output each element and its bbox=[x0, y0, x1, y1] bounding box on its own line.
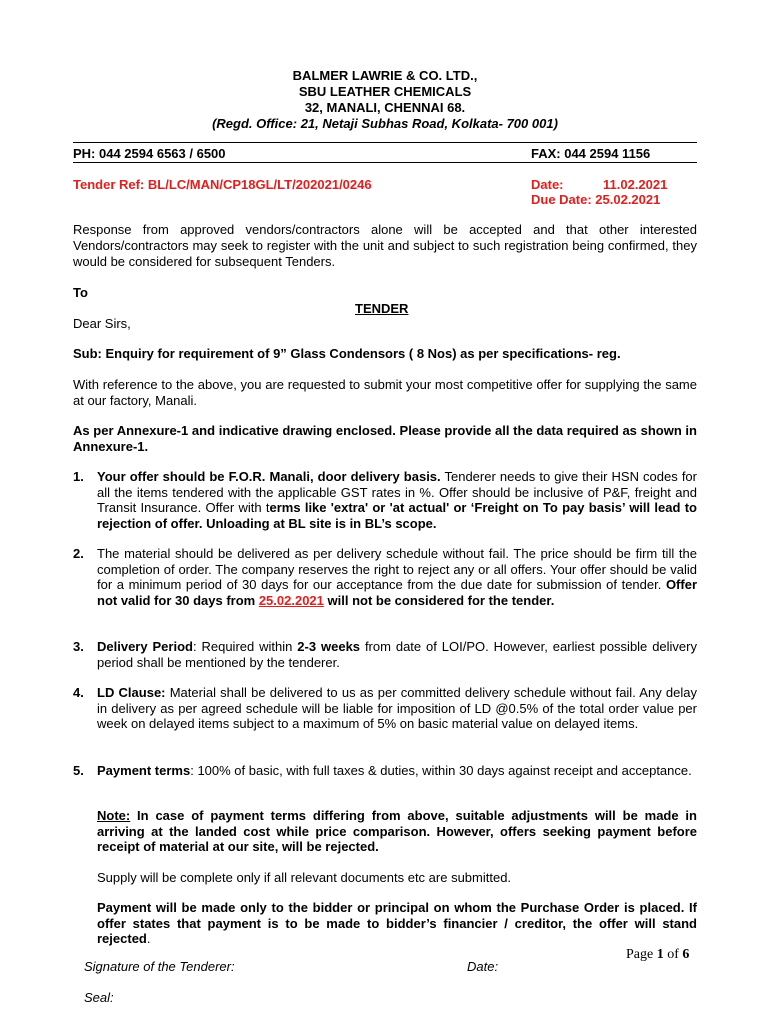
contact-divider bbox=[73, 162, 697, 163]
note-text: In case of payment terms differing from above, suitable adjustments will be made in arriving at the landed cost while price comparison. However, offers seeking payment before receipt of material at our site, will be rejected. bbox=[97, 808, 697, 854]
page-total: 6 bbox=[682, 947, 690, 962]
clause-lead: Payment terms bbox=[97, 763, 191, 778]
clause-lead: LD Clause: bbox=[97, 685, 166, 700]
note-label: Note: bbox=[97, 808, 131, 823]
registered-office: (Regd. Office: 21, Netaji Subhas Road, Kolkata- 700 001) bbox=[212, 116, 558, 131]
clause-number: 2. bbox=[73, 546, 84, 561]
reference-paragraph: With reference to the above, you are requested to submit your most competitive offer for supplying the same at our factory, Manali. bbox=[73, 377, 697, 408]
clause-number: 3. bbox=[73, 639, 84, 654]
tender-reference: Tender Ref: BL/LC/MAN/CP18GL/LT/202021/0246 bbox=[73, 177, 372, 192]
clause-3 bbox=[73, 639, 697, 670]
annexure-note: As per Annexure-1 and indicative drawing enclosed. Please provide all the data required as shown in Annexure-1. bbox=[73, 423, 697, 454]
signature-label: Signature of the Tenderer: bbox=[84, 959, 235, 974]
clause-number: 5. bbox=[73, 763, 84, 778]
fax-number: FAX: 044 2594 1156 bbox=[531, 146, 651, 161]
clause-bold-text: 2-3 weeks bbox=[297, 639, 361, 654]
payment-condition bbox=[97, 900, 697, 947]
division-name: SBU LEATHER CHEMICALS bbox=[298, 84, 472, 99]
subject-line: Sub: Enquiry for requirement of 9” Glass Condensors ( 8 Nos) as per specifications- reg. bbox=[73, 346, 621, 361]
clause-number: 4. bbox=[73, 685, 84, 700]
payment-note bbox=[97, 808, 697, 855]
seal-label: Seal: bbox=[84, 990, 114, 1005]
clause-1 bbox=[73, 469, 697, 531]
clause-4 bbox=[73, 685, 697, 732]
header-divider bbox=[73, 142, 697, 143]
payment-condition-text: Payment will be made only to the bidder or principal on whom the Purchase Order is placed. If offer states that payment is to be made to bidder’s financier / creditor, the offer will stand rejected bbox=[97, 900, 697, 946]
clause-lead: Delivery Period bbox=[97, 639, 193, 654]
intro-paragraph: Response from approved vendors/contractors alone will be accepted and that other interested Vendors/contractors may seek to register with the unit and subject to such registration being confirmed, they would be considered for subsequent Tenders. bbox=[73, 222, 697, 269]
page-current: 1 bbox=[656, 947, 664, 962]
company-address: 32, MANALI, CHENNAI 68. bbox=[304, 100, 466, 115]
clause-bold-text: Offer not valid for 30 days from bbox=[97, 577, 697, 608]
phone-number: PH: 044 2594 6563 / 6500 bbox=[73, 146, 226, 161]
clause-text: The material should be delivered as per delivery schedule without fail. The price should be firm till the completion of order. The company reserves the right to reject any or all offers. Your offer should be valid for a minimum period of 30 days for our acceptance from the due date for submission of tender. bbox=[97, 546, 697, 592]
page-prefix: Page bbox=[626, 947, 657, 962]
tender-date-label: Date: bbox=[531, 177, 564, 192]
tender-date-value: 11.02.2021 bbox=[603, 177, 668, 192]
clause-2 bbox=[73, 546, 697, 608]
tender-due-date: Due Date: 25.02.2021 bbox=[531, 192, 661, 207]
clause-number: 1. bbox=[73, 469, 84, 484]
clause-bold-text: erms like 'extra' or 'at actual' or ‘Freight on To pay basis’ will lead to rejection of offer. Unloading at BL site is in BL’s scope. bbox=[97, 500, 697, 531]
clause-text: : Required within bbox=[192, 639, 298, 654]
clause-text: : 100% of basic, with full taxes & duties, within 30 days against receipt and acceptance. bbox=[190, 763, 692, 778]
date-label: Date: bbox=[467, 959, 499, 974]
to-label: To bbox=[73, 285, 88, 300]
clause-due-date: 25.02.2021 bbox=[258, 592, 324, 608]
clause-text: Material shall be delivered to us as per committed delivery schedule without fail. Any delay in delivery as per agreed schedule will be liable for imposition of LD @0.5% of the total order value per week on delayed items subject to a maximum of 5% on basic material value on delayed items. bbox=[97, 685, 697, 731]
supply-note: Supply will be complete only if all relevant documents etc are submitted. bbox=[97, 870, 512, 885]
company-name: BALMER LAWRIE & CO. LTD., bbox=[292, 68, 478, 83]
salutation: Dear Sirs, bbox=[73, 316, 131, 331]
tender-title: TENDER bbox=[355, 301, 409, 316]
clause-text-end: from date of LOI/PO. However, earliest possible delivery period shall be mentioned by the tenderer. bbox=[97, 639, 697, 670]
clause-lead: Your offer should be F.O.R. Manali, door delivery basis. bbox=[97, 469, 441, 484]
clause-text: Tenderer needs to give their HSN codes for all the items tendered with the applicable GST rates in %. Offer should be inclusive of P&F, freight and Transit Insurance. Offer with t bbox=[97, 469, 697, 515]
page-number bbox=[626, 947, 689, 963]
clause-bold-text-end: will not be considered for the tender. bbox=[323, 592, 555, 608]
page-of: of bbox=[663, 947, 683, 962]
clause-5 bbox=[73, 763, 697, 779]
payment-condition-end: . bbox=[146, 931, 151, 946]
